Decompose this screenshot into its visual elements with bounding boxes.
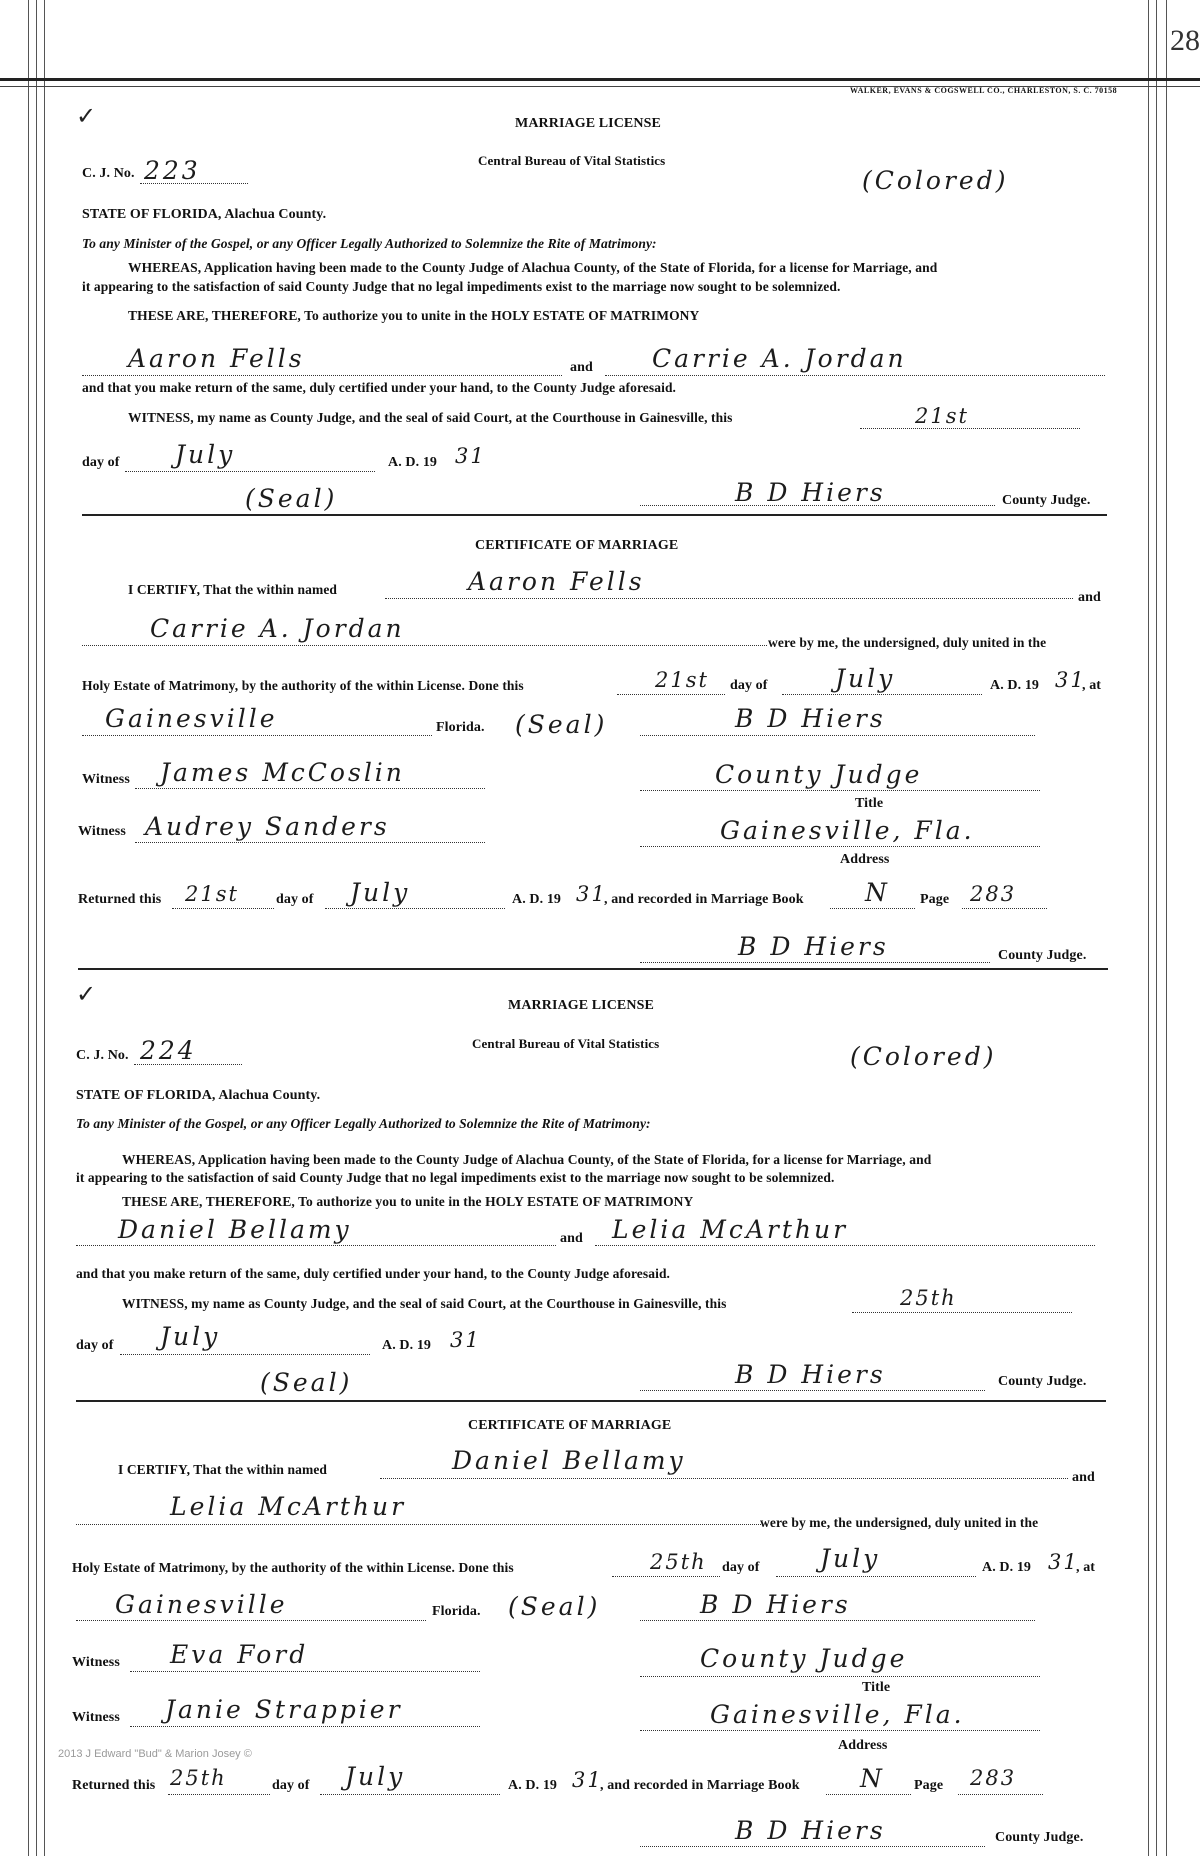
officiant-sig-line (640, 735, 1035, 736)
certificate-title: CERTIFICATE OF MARRIAGE (475, 538, 679, 553)
record-divider (78, 968, 1108, 970)
day-of-label-2: day of (722, 1560, 760, 1575)
returned-day-line (172, 908, 274, 909)
seal-note-2: (Seal) (515, 710, 608, 739)
whereas-line-2: it appearing to the satisfaction of said County Judge that no legal impediments exist to the marriage now sought to be solemnized. (82, 279, 841, 294)
cert-bride-line (82, 645, 767, 646)
returned-label: Returned this (72, 1778, 156, 1793)
bride-line (595, 1245, 1095, 1246)
cert-bride-line (76, 1524, 761, 1525)
ad-label-3: A. D. 19 (512, 892, 562, 907)
book-letter: N (865, 878, 890, 907)
witness2-label: Witness (72, 1710, 120, 1725)
recorder-signature: B D Hiers (735, 1816, 886, 1845)
witness2-label: Witness (78, 824, 126, 839)
left-border-line (36, 0, 37, 1856)
top-rule (0, 78, 1200, 81)
title-line (640, 1676, 1040, 1677)
were-by-me: were by me, the undersigned, duly united in the (768, 635, 1047, 650)
recorder-sig-line (640, 1846, 985, 1847)
license-month-line (125, 471, 375, 472)
bride-name: Lelia McArthur (612, 1215, 849, 1244)
ad-label-2: A. D. 19 (982, 1560, 1032, 1575)
license-day: 25th (900, 1286, 957, 1310)
at-label: , at (1082, 678, 1102, 693)
done-month: July (835, 664, 896, 693)
bureau-name: Central Bureau of Vital Statistics (472, 1036, 660, 1051)
license-month-line (120, 1354, 370, 1355)
witness1-line (135, 788, 485, 789)
right-border-line (1148, 0, 1149, 1856)
seal-note: (Seal) (245, 484, 338, 513)
whereas-line-1: WHEREAS, Application having been made to the County Judge of Alachua County, of the State of Florida, for a license for Marriage, and (128, 260, 938, 275)
to-any-minister: To any Minister of the Gospel, or any Officer Legally Authorized to Solemnize the Rite of Matrimony: (76, 1116, 651, 1131)
bride-name: Carrie A. Jordan (652, 344, 907, 373)
day-of-label: day of (82, 455, 120, 470)
day-of-label-3: day of (276, 892, 314, 907)
witness1-label: Witness (72, 1655, 120, 1670)
address-label: Address (840, 852, 890, 867)
holy-estate-line: Holy Estate of Matrimony, by the authority of the within License. Done this (82, 678, 524, 693)
ad-label-3: A. D. 19 (508, 1778, 558, 1793)
cert-bride-name: Carrie A. Jordan (150, 614, 405, 643)
returned-label: Returned this (78, 892, 162, 907)
county-judge-label-2: County Judge. (995, 1830, 1084, 1845)
witness2-name: Janie Strappier (165, 1695, 403, 1724)
certificate-title: CERTIFICATE OF MARRIAGE (468, 1418, 672, 1433)
groom-name: Daniel Bellamy (118, 1215, 352, 1244)
returned-day: 25th (170, 1766, 227, 1790)
race-note: (Colored) (850, 1042, 997, 1071)
witness2-line (130, 1726, 480, 1727)
address-label: Address (838, 1738, 888, 1753)
groom-line (82, 375, 562, 376)
address-value: Gainesville, Fla. (720, 816, 975, 845)
groom-name: Aaron Fells (128, 344, 305, 373)
place-line (76, 1620, 426, 1621)
page-no: 283 (970, 1766, 1017, 1790)
these-are-line: THESE ARE, THEREFORE, To authorize you to unite in the HOLY ESTATE OF MATRIMONY (128, 308, 700, 323)
day-of-label: day of (76, 1338, 114, 1353)
done-month: July (820, 1544, 881, 1573)
place-line (82, 735, 432, 736)
checkmark-icon: ✓ (76, 102, 97, 130)
page-number: 28 (1170, 24, 1200, 57)
title-line (640, 790, 1040, 791)
title-label: Title (855, 796, 884, 811)
county-judge-label: County Judge. (1002, 493, 1091, 508)
license-day-line (852, 1312, 1072, 1313)
left-border-line (44, 0, 45, 1856)
cert-groom-line (385, 598, 1073, 599)
done-day-line (612, 1576, 720, 1577)
page-label: Page (914, 1778, 944, 1793)
day-of-label-3: day of (272, 1778, 310, 1793)
recorder-signature: B D Hiers (738, 932, 889, 961)
page-label: Page (920, 892, 950, 907)
cert-groom-name: Daniel Bellamy (452, 1446, 686, 1475)
cj-number: 223 (144, 156, 201, 185)
license-day: 21st (915, 404, 969, 428)
returned-month-line (320, 1794, 500, 1795)
witness1-label: Witness (82, 772, 130, 787)
return-line: and that you make return of the same, duly certified under your hand, to the County Judge aforesaid. (82, 380, 677, 395)
section-divider (82, 514, 1107, 516)
returned-day: 21st (185, 882, 239, 906)
page-no: 283 (970, 882, 1017, 906)
seal-note: (Seal) (260, 1368, 353, 1397)
done-year: 31 (1055, 668, 1086, 692)
judge-signature: B D Hiers (735, 478, 886, 507)
title-label: Title (862, 1680, 891, 1695)
judge-sig-line (640, 1390, 985, 1391)
page-no-line (958, 1794, 1043, 1795)
returned-month: July (345, 1762, 406, 1791)
recorded-in-label: , and recorded in Marriage Book (600, 1778, 800, 1793)
cj-number: 224 (140, 1036, 197, 1065)
license-day-line (860, 428, 1080, 429)
whereas-line-2: it appearing to the satisfaction of said County Judge that no legal impediments exist to the marriage now sought to be solemnized. (76, 1170, 835, 1185)
officiant-signature: B D Hiers (700, 1590, 851, 1619)
book-line (830, 908, 915, 909)
recorder-sig-line (640, 962, 990, 963)
bureau-name: Central Bureau of Vital Statistics (478, 153, 666, 168)
done-year: 31 (1048, 1550, 1079, 1574)
cert-groom-name: Aaron Fells (468, 567, 645, 596)
checkmark-icon: ✓ (76, 980, 97, 1008)
day-of-label-2: day of (730, 678, 768, 693)
cj-label: C. J. No. (82, 166, 135, 181)
witness-statement: WITNESS, my name as County Judge, and the seal of said Court, at the Courthouse in Gainesville, this (128, 410, 733, 425)
book-letter: N (860, 1764, 885, 1793)
place: Gainesville (115, 1590, 288, 1619)
county-judge-label-2: County Judge. (998, 948, 1087, 963)
license-title: MARRIAGE LICENSE (508, 998, 654, 1013)
return-line: and that you make return of the same, duly certified under your hand, to the County Judge aforesaid. (76, 1266, 671, 1281)
florida-label: Florida. (436, 720, 485, 735)
returned-day-line (168, 1794, 270, 1795)
at-label: , at (1076, 1560, 1096, 1575)
recorded-in-label: , and recorded in Marriage Book (604, 892, 804, 907)
officiant-sig-line (640, 1620, 1035, 1621)
left-border-line (28, 0, 29, 1856)
right-border-line (1156, 0, 1157, 1856)
and-word-2: and (1072, 1470, 1095, 1485)
seal-note-2: (Seal) (508, 1592, 601, 1621)
cert-groom-line (380, 1478, 1068, 1479)
witness1-line (130, 1671, 480, 1672)
certify-label: I CERTIFY, That the within named (128, 582, 338, 597)
page-no-line (962, 908, 1047, 909)
done-month-line (782, 694, 982, 695)
to-any-minister: To any Minister of the Gospel, or any Officer Legally Authorized to Solemnize the Rite of Matrimony: (82, 236, 657, 251)
address-line (640, 846, 1040, 847)
done-day: 25th (650, 1550, 707, 1574)
copyright-watermark: 2013 J Edward "Bud" & Marion Josey © (58, 1748, 252, 1760)
license-year: 31 (450, 1328, 481, 1352)
cert-bride-name: Lelia McArthur (170, 1492, 407, 1521)
ad-label: A. D. 19 (388, 455, 438, 470)
section-divider (76, 1400, 1106, 1402)
officiant-signature: B D Hiers (735, 704, 886, 733)
certify-label: I CERTIFY, That the within named (118, 1462, 328, 1477)
witness-statement: WITNESS, my name as County Judge, and the seal of said Court, at the Courthouse in Gainesville, this (122, 1296, 727, 1311)
whereas-line-1: WHEREAS, Application having been made to the County Judge of Alachua County, of the State of Florida, for a license for Marriage, and (122, 1152, 932, 1167)
license-month: July (160, 1322, 221, 1351)
florida-label: Florida. (432, 1604, 481, 1619)
holy-estate-line: Holy Estate of Matrimony, by the authority of the within License. Done this (72, 1560, 514, 1575)
witness1-name: James McCoslin (160, 758, 405, 787)
address-line (640, 1730, 1040, 1731)
these-are-line: THESE ARE, THEREFORE, To authorize you to unite in the HOLY ESTATE OF MATRIMONY (122, 1194, 694, 1209)
done-day: 21st (655, 668, 709, 692)
were-by-me: were by me, the undersigned, duly united in the (760, 1515, 1039, 1530)
place: Gainesville (105, 704, 278, 733)
race-note: (Colored) (862, 166, 1009, 195)
title-value: County Judge (715, 760, 923, 789)
state-line: STATE OF FLORIDA, Alachua County. (82, 207, 327, 222)
returned-month: July (350, 878, 411, 907)
and-word: and (560, 1231, 583, 1246)
license-year: 31 (455, 444, 486, 468)
witness1-name: Eva Ford (170, 1640, 309, 1669)
groom-line (76, 1245, 556, 1246)
license-month: July (175, 440, 236, 469)
and-word: and (570, 360, 593, 375)
returned-year: 31 (576, 882, 607, 906)
bride-line (605, 375, 1105, 376)
right-border-line (1166, 0, 1167, 1856)
and-word-2: and (1078, 590, 1101, 605)
printer-imprint: WALKER, EVANS & COGSWELL CO., CHARLESTON, S. C. 70158 (850, 86, 1118, 95)
license-title: MARRIAGE LICENSE (515, 116, 661, 131)
ad-label: A. D. 19 (382, 1338, 432, 1353)
cj-label: C. J. No. (76, 1048, 129, 1063)
county-judge-label: County Judge. (998, 1374, 1087, 1389)
ad-label-2: A. D. 19 (990, 678, 1040, 693)
book-line (826, 1794, 911, 1795)
witness2-name: Audrey Sanders (145, 812, 390, 841)
address-value: Gainesville, Fla. (710, 1700, 965, 1729)
state-line: STATE OF FLORIDA, Alachua County. (76, 1088, 321, 1103)
judge-signature: B D Hiers (735, 1360, 886, 1389)
done-month-line (776, 1576, 976, 1577)
title-value: County Judge (700, 1644, 908, 1673)
returned-month-line (325, 908, 505, 909)
done-day-line (617, 694, 725, 695)
returned-year: 31 (572, 1768, 603, 1792)
witness2-line (135, 842, 485, 843)
